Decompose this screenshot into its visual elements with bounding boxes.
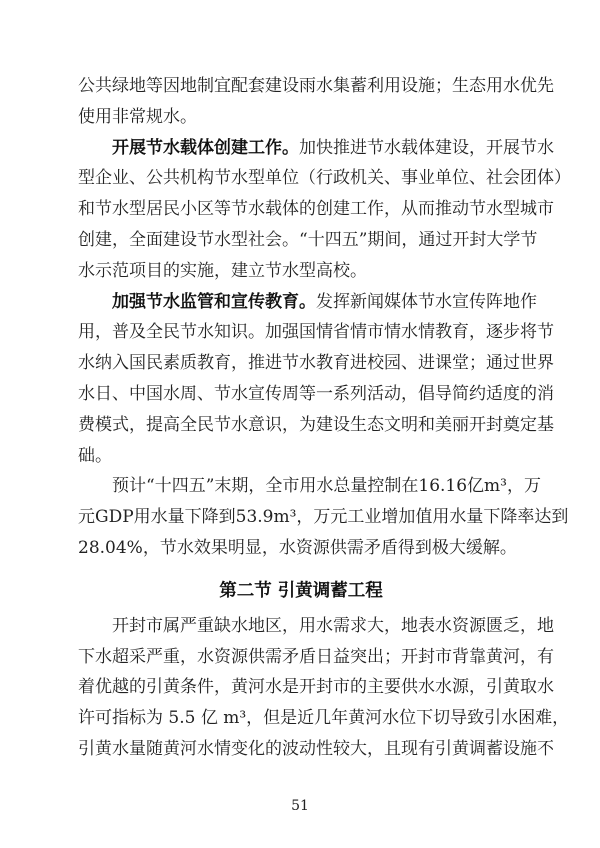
line-text: 开封市属严重缺水地区，用水需求大，地表水资源匮乏，地 [112, 615, 554, 636]
text-line [78, 642, 554, 673]
line-text: 用，普及全民节水知识。加强国情省情市情水情教育，逐步将节 [78, 322, 554, 343]
line-text: 许可指标为 5.5 亿 m³，但是近几年黄河水位下切导致引水困难， [78, 708, 570, 729]
text-line [78, 533, 524, 564]
bold-lead-heading: 开展节水载体创建工作。 [112, 137, 299, 158]
text-line [78, 194, 554, 225]
page-number: 51 [291, 798, 309, 814]
document-body [78, 71, 571, 765]
text-line [78, 348, 554, 379]
line-text: 水纳入国民素质教育，推进节水教育进校园、进课堂；通过世界 [78, 353, 554, 374]
text-line [78, 317, 554, 348]
line-text: 水示范项目的实施，建立节水型高校。 [78, 260, 367, 281]
text-line [78, 133, 554, 164]
paragraph [78, 71, 554, 133]
line-text: 28.04%，节水效果明显，水资源供需矛盾得到极大缓解。 [78, 537, 517, 558]
line-text: 公共绿地等因地制宜配套建设雨水集蓄利用设施；生态用水优先 [78, 76, 554, 96]
line-text: 础。 [78, 445, 112, 466]
text-line [78, 379, 554, 410]
text-line [78, 225, 538, 256]
text-line [78, 703, 570, 734]
line-text: 元GDP用水量下降到53.9m³，万元工业增加值用水量下降率达到 [78, 507, 569, 528]
text-line [78, 256, 524, 287]
text-line [78, 163, 571, 194]
section-heading: 第二节 引黄调蓄工程 [219, 580, 383, 601]
text-line [78, 287, 537, 318]
paragraph [78, 471, 569, 563]
text-line [78, 71, 554, 102]
line-text: 加快推进节水载体建设，开展节水 [299, 137, 554, 158]
line-text: 水日、中国水周、节水宣传周等一系列活动，倡导简约适度的消 [78, 383, 554, 404]
bold-lead-heading: 加强节水监管和宣传教育。 [112, 291, 316, 312]
line-text: 创建，全面建设节水型社会。“十四五”期间，通过开封大学节 [78, 229, 538, 250]
text-line [78, 734, 554, 765]
line-text: 下水超采严重，水资源供需矛盾日益突出；开封市背靠黄河，有 [78, 646, 554, 667]
text-line [78, 611, 554, 642]
line-text: 引黄水量随黄河水情变化的波动性较大，且现有引黄调蓄设施不 [78, 738, 554, 759]
text-line [78, 441, 524, 472]
paragraph [78, 611, 570, 765]
line-text: 预计“十四五”末期，全市用水总量控制在16.16亿m³，万 [112, 476, 541, 497]
line-text: 发挥新闻媒体节水宣传阵地作 [316, 291, 537, 312]
line-text: 着优越的引黄条件，黄河水是开封市的主要供水水源，引黄取水 [78, 677, 554, 698]
line-text: 型企业、公共机构节水型单位（行政机关、事业单位、社会团体） [78, 168, 571, 189]
text-line [78, 471, 541, 502]
line-text: 和节水型居民小区等节水载体的创建工作，从而推动节水型城市 [78, 199, 554, 220]
text-line [78, 102, 524, 133]
paragraph [78, 287, 554, 472]
line-text: 使用非常规水。 [78, 106, 197, 127]
text-line [78, 672, 554, 703]
paragraph [78, 133, 571, 287]
text-line [78, 502, 569, 533]
line-text: 费模式，提高全民节水意识，为建设生态文明和美丽开封奠定基 [78, 414, 554, 435]
text-line [78, 410, 554, 441]
